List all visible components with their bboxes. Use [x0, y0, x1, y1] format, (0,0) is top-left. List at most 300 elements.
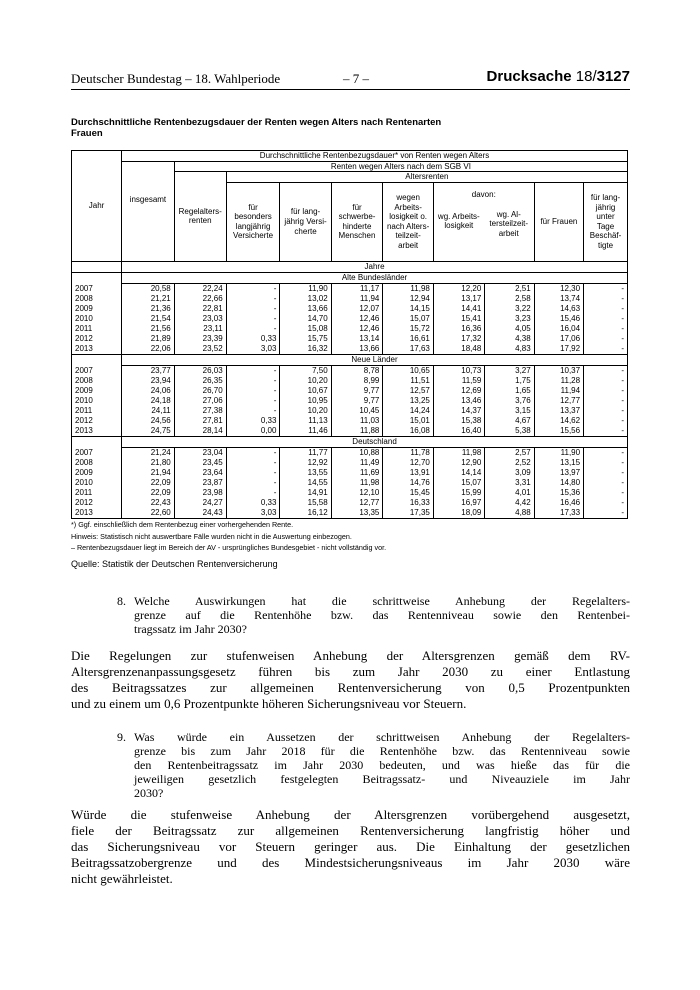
value-cell: -: [226, 314, 280, 324]
question-line: jeweiligen gesetzlich festgelegten Beitragssatz- und Niveauziele im Jahr: [134, 772, 630, 786]
value-cell: -: [584, 426, 628, 437]
value-cell: 13,17: [433, 294, 484, 304]
year-cell: 2013: [72, 344, 122, 355]
value-cell: 12,10: [331, 488, 383, 498]
value-cell: 9,77: [331, 396, 383, 406]
value-cell: 4,88: [485, 508, 534, 519]
value-cell: -: [226, 396, 280, 406]
value-cell: 22,81: [174, 304, 226, 314]
section-blank-cell: [72, 436, 122, 447]
value-cell: 12,90: [433, 458, 484, 468]
value-cell: 23,52: [174, 344, 226, 355]
value-cell: 21,94: [122, 468, 175, 478]
value-cell: 21,21: [122, 294, 175, 304]
answer-line: Beitragssatzobergrenze und des Mindestsicherungsniveaus im Jahr 2030 wäre: [71, 855, 630, 870]
col-header-insgesamt: insgesamt: [122, 161, 175, 261]
table-row: [72, 426, 628, 437]
value-cell: -: [584, 458, 628, 468]
value-cell: 0,00: [226, 426, 280, 437]
value-cell: 14,41: [433, 304, 484, 314]
value-cell: 14,63: [534, 304, 583, 314]
value-cell: 15,75: [280, 334, 331, 344]
col-header-arbeitslosigkeit: [383, 182, 433, 261]
value-cell: 13,02: [280, 294, 331, 304]
value-cell: 11,17: [331, 283, 383, 294]
value-cell: 10,95: [280, 396, 331, 406]
header-line: wg. Arbeits-: [437, 211, 480, 221]
value-cell: -: [584, 365, 628, 376]
value-cell: 11,03: [331, 416, 383, 426]
value-cell: 23,87: [174, 478, 226, 488]
value-cell: 10,73: [433, 365, 484, 376]
value-cell: 13,66: [331, 344, 383, 355]
year-cell: 2011: [72, 488, 122, 498]
section-blank-cell: [72, 354, 122, 365]
header-line: jährig Versi-: [284, 216, 327, 226]
value-cell: -: [226, 376, 280, 386]
value-cell: 16,08: [383, 426, 433, 437]
value-cell: 3,22: [485, 304, 534, 314]
value-cell: -: [584, 304, 628, 314]
value-cell: -: [584, 488, 628, 498]
year-cell: 2012: [72, 416, 122, 426]
question-number: 9.: [117, 730, 126, 744]
value-cell: 14,80: [534, 478, 583, 488]
value-cell: 22,66: [174, 294, 226, 304]
unit-row: Jahre: [122, 261, 628, 272]
value-cell: 10,67: [280, 386, 331, 396]
value-cell: 16,40: [433, 426, 484, 437]
value-cell: 17,92: [534, 344, 583, 355]
value-cell: 15,58: [280, 498, 331, 508]
value-cell: -: [584, 416, 628, 426]
value-cell: 15,46: [534, 314, 583, 324]
document-number-suffix: 3127: [596, 68, 630, 85]
value-cell: 27,38: [174, 406, 226, 416]
header-line: nach Alters-: [386, 221, 430, 231]
value-cell: 13,55: [280, 468, 331, 478]
value-cell: 24,18: [122, 396, 175, 406]
header-line: tigte: [597, 240, 614, 250]
header-line: jährig unter: [595, 202, 616, 222]
document-number-prefix: 18/: [575, 68, 597, 85]
value-cell: 23,77: [122, 365, 175, 376]
header-line: Regelalters-: [178, 206, 222, 216]
question-line: grenze auf die Rentenhöhe bzw. das Rentenniveau sowie den Rentenbei-: [134, 608, 630, 622]
header-line: für schwerbe-: [338, 202, 376, 222]
value-cell: 15,01: [383, 416, 433, 426]
header-line: langjährig: [235, 221, 271, 231]
header-rule: [71, 89, 630, 90]
value-cell: 4,38: [485, 334, 534, 344]
value-cell: 15,08: [280, 324, 331, 334]
header-line: wg. Al-: [496, 209, 521, 219]
value-cell: 13,66: [280, 304, 331, 314]
value-cell: 3,09: [485, 468, 534, 478]
table-row: [72, 324, 628, 334]
value-cell: -: [584, 344, 628, 355]
col-header-wg-altersteilzeit: [484, 210, 534, 239]
table-row: [72, 498, 628, 508]
year-cell: 2007: [72, 365, 122, 376]
col-header-beschaeftigte: [584, 182, 628, 261]
value-cell: 12,30: [534, 283, 583, 294]
table-notes: [71, 519, 386, 554]
value-cell: -: [226, 468, 280, 478]
value-cell: -: [584, 396, 628, 406]
answer-8: [71, 648, 630, 712]
value-cell: 17,33: [534, 508, 583, 519]
document-label: Drucksache: [486, 68, 572, 85]
col-header-frauen: für Frauen: [534, 182, 583, 261]
question-number: 8.: [117, 594, 126, 608]
year-cell: 2008: [72, 376, 122, 386]
year-cell: 2009: [72, 386, 122, 396]
value-cell: -: [226, 488, 280, 498]
year-cell: 2009: [72, 304, 122, 314]
answer-line: nicht gewährleistet.: [71, 871, 173, 886]
value-cell: -: [226, 386, 280, 396]
table-row: [72, 334, 628, 344]
value-cell: 15,07: [433, 478, 484, 488]
col-header-schwerbehinderte: [331, 182, 383, 261]
question-8: [117, 594, 630, 636]
year-cell: 2007: [72, 447, 122, 458]
value-cell: 4,05: [485, 324, 534, 334]
table-row: [72, 386, 628, 396]
value-cell: 12,94: [383, 294, 433, 304]
answer-9: [71, 807, 630, 887]
col-header-jahr: Jahr: [72, 151, 122, 262]
value-cell: 14,62: [534, 416, 583, 426]
value-cell: 26,70: [174, 386, 226, 396]
header-line: teilzeit-: [395, 231, 421, 241]
note-hint: Hinweis: Statistisch nicht auswertbare Fälle wurden nicht in die Auswertung einbezogen.: [71, 531, 352, 541]
value-cell: -: [584, 478, 628, 488]
value-cell: 5,38: [485, 426, 534, 437]
value-cell: 13,91: [383, 468, 433, 478]
value-cell: 13,97: [534, 468, 583, 478]
header-line: tersteilzeit-: [489, 219, 529, 229]
value-cell: 11,59: [433, 376, 484, 386]
value-cell: 20,58: [122, 283, 175, 294]
value-cell: 11,46: [280, 426, 331, 437]
header-line: für lang-: [290, 207, 321, 217]
question-line: tragssatz im Jahr 2030?: [134, 622, 247, 636]
value-cell: 3,03: [226, 344, 280, 355]
value-cell: 0,33: [226, 334, 280, 344]
header-line: besonders: [234, 212, 272, 222]
value-cell: 14,37: [433, 406, 484, 416]
value-cell: 10,45: [331, 406, 383, 416]
value-cell: -: [226, 324, 280, 334]
header-line: losigkeit o.: [389, 212, 428, 222]
value-cell: 23,64: [174, 468, 226, 478]
section-blank-cell: [72, 272, 122, 283]
sgb-header: Renten wegen Alters nach dem SGB VI: [174, 161, 627, 172]
value-cell: 12,07: [331, 304, 383, 314]
value-cell: 11,98: [433, 447, 484, 458]
value-cell: 11,90: [280, 283, 331, 294]
year-cell: 2007: [72, 283, 122, 294]
value-cell: 10,37: [534, 365, 583, 376]
value-cell: 14,91: [280, 488, 331, 498]
table-row: [72, 283, 628, 294]
header-line: renten: [188, 216, 212, 226]
value-cell: 24,27: [174, 498, 226, 508]
table-row: [72, 365, 628, 376]
value-cell: 16,33: [383, 498, 433, 508]
table-row: [72, 416, 628, 426]
value-cell: 14,76: [383, 478, 433, 488]
value-cell: 27,81: [174, 416, 226, 426]
value-cell: 23,98: [174, 488, 226, 498]
value-cell: 13,37: [534, 406, 583, 416]
header-line: Versicherte: [233, 231, 274, 241]
value-cell: -: [584, 376, 628, 386]
value-cell: 23,11: [174, 324, 226, 334]
value-cell: -: [226, 283, 280, 294]
table-row: [72, 376, 628, 386]
value-cell: 16,97: [433, 498, 484, 508]
value-cell: 24,06: [122, 386, 175, 396]
value-cell: 16,61: [383, 334, 433, 344]
value-cell: 11,98: [383, 283, 433, 294]
value-cell: 4,67: [485, 416, 534, 426]
value-cell: -: [584, 508, 628, 519]
note-footnote: *) Ggf. einschließlich dem Rentenbezug einer vorhergehenden Rente.: [71, 520, 294, 529]
answer-line: Würde die stufenweise Anhebung der Altersgrenzen vorübergehend ausgesetzt,: [71, 807, 630, 822]
question-9: [117, 730, 630, 800]
table-row: [72, 344, 628, 355]
table-row: [72, 294, 628, 304]
value-cell: 2,51: [485, 283, 534, 294]
value-cell: -: [584, 468, 628, 478]
value-cell: 21,89: [122, 334, 175, 344]
value-cell: 3,31: [485, 478, 534, 488]
value-cell: 11,51: [383, 376, 433, 386]
header-line: wegen: [396, 193, 420, 202]
year-cell: 2012: [72, 498, 122, 508]
question-line: 2030?: [134, 786, 164, 800]
value-cell: 4,83: [485, 344, 534, 355]
value-cell: 12,20: [433, 283, 484, 294]
value-cell: 11,13: [280, 416, 331, 426]
year-cell: 2012: [72, 334, 122, 344]
value-cell: 14,15: [383, 304, 433, 314]
table-title-line: Durchschnittliche Rentenbezugsdauer der Renten wegen Alters nach Rentenarten: [71, 117, 442, 128]
table-top-header: Durchschnittliche Rentenbezugsdauer* von Renten wegen Alters: [122, 151, 628, 162]
value-cell: 17,06: [534, 334, 583, 344]
davon-group: [433, 182, 534, 261]
value-cell: 15,72: [383, 324, 433, 334]
value-cell: 13,74: [534, 294, 583, 304]
value-cell: 3,15: [485, 406, 534, 416]
value-cell: -: [226, 294, 280, 304]
value-cell: 11,88: [331, 426, 383, 437]
value-cell: -: [584, 498, 628, 508]
question-line: Welche Auswirkungen hat die schrittweise Anhebung der Regelalters-: [134, 594, 630, 608]
value-cell: 15,99: [433, 488, 484, 498]
table-row: [72, 406, 628, 416]
value-cell: 21,80: [122, 458, 175, 468]
value-cell: 13,46: [433, 396, 484, 406]
value-cell: 15,07: [383, 314, 433, 324]
value-cell: 16,36: [433, 324, 484, 334]
answer-line: Altersgrenzenanpassungsgesetz führen bis zum Jahr 2030 zu einer Entlastung: [71, 664, 630, 679]
section-row: [72, 354, 628, 365]
value-cell: 22,43: [122, 498, 175, 508]
value-cell: 12,46: [331, 324, 383, 334]
page-number: – 7 –: [343, 71, 369, 86]
value-cell: 15,36: [534, 488, 583, 498]
value-cell: -: [584, 447, 628, 458]
header-line: arbeit: [398, 240, 419, 250]
value-cell: 16,04: [534, 324, 583, 334]
note-dash: – Rentenbezugsdauer liegt im Bereich der AV - ursprüngliches Bundesgebiet - nicht vollständig vor.: [71, 543, 387, 552]
value-cell: -: [584, 324, 628, 334]
header-line: Tage: [596, 221, 615, 231]
value-cell: 13,14: [331, 334, 383, 344]
value-cell: 8,78: [331, 365, 383, 376]
value-cell: 11,94: [331, 294, 383, 304]
section-row: [72, 272, 628, 283]
value-cell: -: [226, 406, 280, 416]
value-cell: 14,70: [280, 314, 331, 324]
section-row: [72, 436, 628, 447]
value-cell: -: [226, 304, 280, 314]
header-line: für lang-: [590, 193, 621, 202]
value-cell: 8,99: [331, 376, 383, 386]
value-cell: 26,35: [174, 376, 226, 386]
section-label: Neue Länder: [122, 354, 628, 365]
value-cell: 18,48: [433, 344, 484, 355]
value-cell: 21,54: [122, 314, 175, 324]
header-line: hinderte: [342, 221, 372, 231]
value-cell: 3,23: [485, 314, 534, 324]
value-cell: 14,24: [383, 406, 433, 416]
value-cell: 16,12: [280, 508, 331, 519]
value-cell: 24,43: [174, 508, 226, 519]
value-cell: 7,50: [280, 365, 331, 376]
answer-line: Die Regelungen zur stufenweisen Anhebung der Altersgrenzen gemäß dem RV-: [71, 648, 630, 663]
value-cell: 11,49: [331, 458, 383, 468]
value-cell: 27,06: [174, 396, 226, 406]
value-cell: 14,55: [280, 478, 331, 488]
table-row: [72, 304, 628, 314]
value-cell: -: [226, 447, 280, 458]
value-cell: 23,45: [174, 458, 226, 468]
value-cell: 3,76: [485, 396, 534, 406]
value-cell: 22,09: [122, 478, 175, 488]
value-cell: 24,56: [122, 416, 175, 426]
value-cell: 13,25: [383, 396, 433, 406]
document-number: [487, 68, 630, 85]
header-line: Arbeits-: [394, 202, 422, 212]
year-cell: 2008: [72, 458, 122, 468]
year-cell: 2013: [72, 508, 122, 519]
section-label: Deutschland: [122, 436, 628, 447]
value-cell: 13,35: [331, 508, 383, 519]
value-cell: -: [584, 334, 628, 344]
value-cell: -: [584, 386, 628, 396]
value-cell: 15,41: [433, 314, 484, 324]
table-source: Quelle: Statistik der Deutschen Rentenversicherung: [71, 559, 278, 569]
value-cell: 12,57: [383, 386, 433, 396]
value-cell: 24,11: [122, 406, 175, 416]
value-cell: 21,56: [122, 324, 175, 334]
value-cell: 16,32: [280, 344, 331, 355]
value-cell: 11,77: [280, 447, 331, 458]
value-cell: 22,24: [174, 283, 226, 294]
value-cell: 21,36: [122, 304, 175, 314]
value-cell: 17,63: [383, 344, 433, 355]
value-cell: 12,77: [534, 396, 583, 406]
table-row: [72, 488, 628, 498]
value-cell: -: [584, 283, 628, 294]
value-cell: 12,77: [331, 498, 383, 508]
value-cell: 2,52: [485, 458, 534, 468]
value-cell: 23,94: [122, 376, 175, 386]
value-cell: 10,20: [280, 406, 331, 416]
col-header-wg-arbeitslosigkeit: [434, 210, 484, 239]
value-cell: 22,60: [122, 508, 175, 519]
table-body: [72, 272, 628, 518]
value-cell: 12,69: [433, 386, 484, 396]
value-cell: 17,32: [433, 334, 484, 344]
value-cell: 15,56: [534, 426, 583, 437]
jahr-blank-cell: [72, 261, 122, 272]
altersrenten-header: Altersrenten: [226, 172, 627, 183]
value-cell: -: [584, 406, 628, 416]
value-cell: 23,04: [174, 447, 226, 458]
value-cell: 11,69: [331, 468, 383, 478]
davon-label: davon:: [471, 189, 496, 199]
answer-line: das Sicherungsniveau vor Steuern geringer aus. Die Einhaltung der gesetzlichen: [71, 839, 630, 854]
value-cell: 23,03: [174, 314, 226, 324]
header-line: Menschen: [338, 231, 376, 241]
header-line: Beschäf-: [589, 231, 622, 241]
value-cell: 0,33: [226, 498, 280, 508]
table-row: [72, 447, 628, 458]
answer-line: fiele der Beitragssatz zur allgemeinen Rentenversicherung langfristig höher und: [71, 823, 630, 838]
value-cell: 24,75: [122, 426, 175, 437]
header-line: losigkeit: [444, 221, 474, 231]
value-cell: -: [584, 314, 628, 324]
question-line: grenze bis zum Jahr 2018 für die Rentenhöhe bzw. das Rentenniveau sowie: [134, 744, 630, 758]
value-cell: 11,78: [383, 447, 433, 458]
value-cell: 11,90: [534, 447, 583, 458]
year-cell: 2008: [72, 294, 122, 304]
table-row: [72, 458, 628, 468]
year-cell: 2011: [72, 324, 122, 334]
year-cell: 2011: [72, 406, 122, 416]
value-cell: 14,14: [433, 468, 484, 478]
value-cell: 10,20: [280, 376, 331, 386]
value-cell: 22,09: [122, 488, 175, 498]
value-cell: 9,77: [331, 386, 383, 396]
value-cell: 17,35: [383, 508, 433, 519]
col-header-regelaltersrenten: [174, 172, 226, 262]
value-cell: 12,46: [331, 314, 383, 324]
value-cell: 1,75: [485, 376, 534, 386]
value-cell: 15,38: [433, 416, 484, 426]
table-subtitle: Frauen: [71, 128, 103, 139]
value-cell: 28,14: [174, 426, 226, 437]
table-row: [72, 478, 628, 488]
header-line: arbeit: [498, 228, 519, 238]
question-line: Was würde ein Aussetzen der schrittweisen Anhebung der Regelalters-: [134, 730, 630, 744]
